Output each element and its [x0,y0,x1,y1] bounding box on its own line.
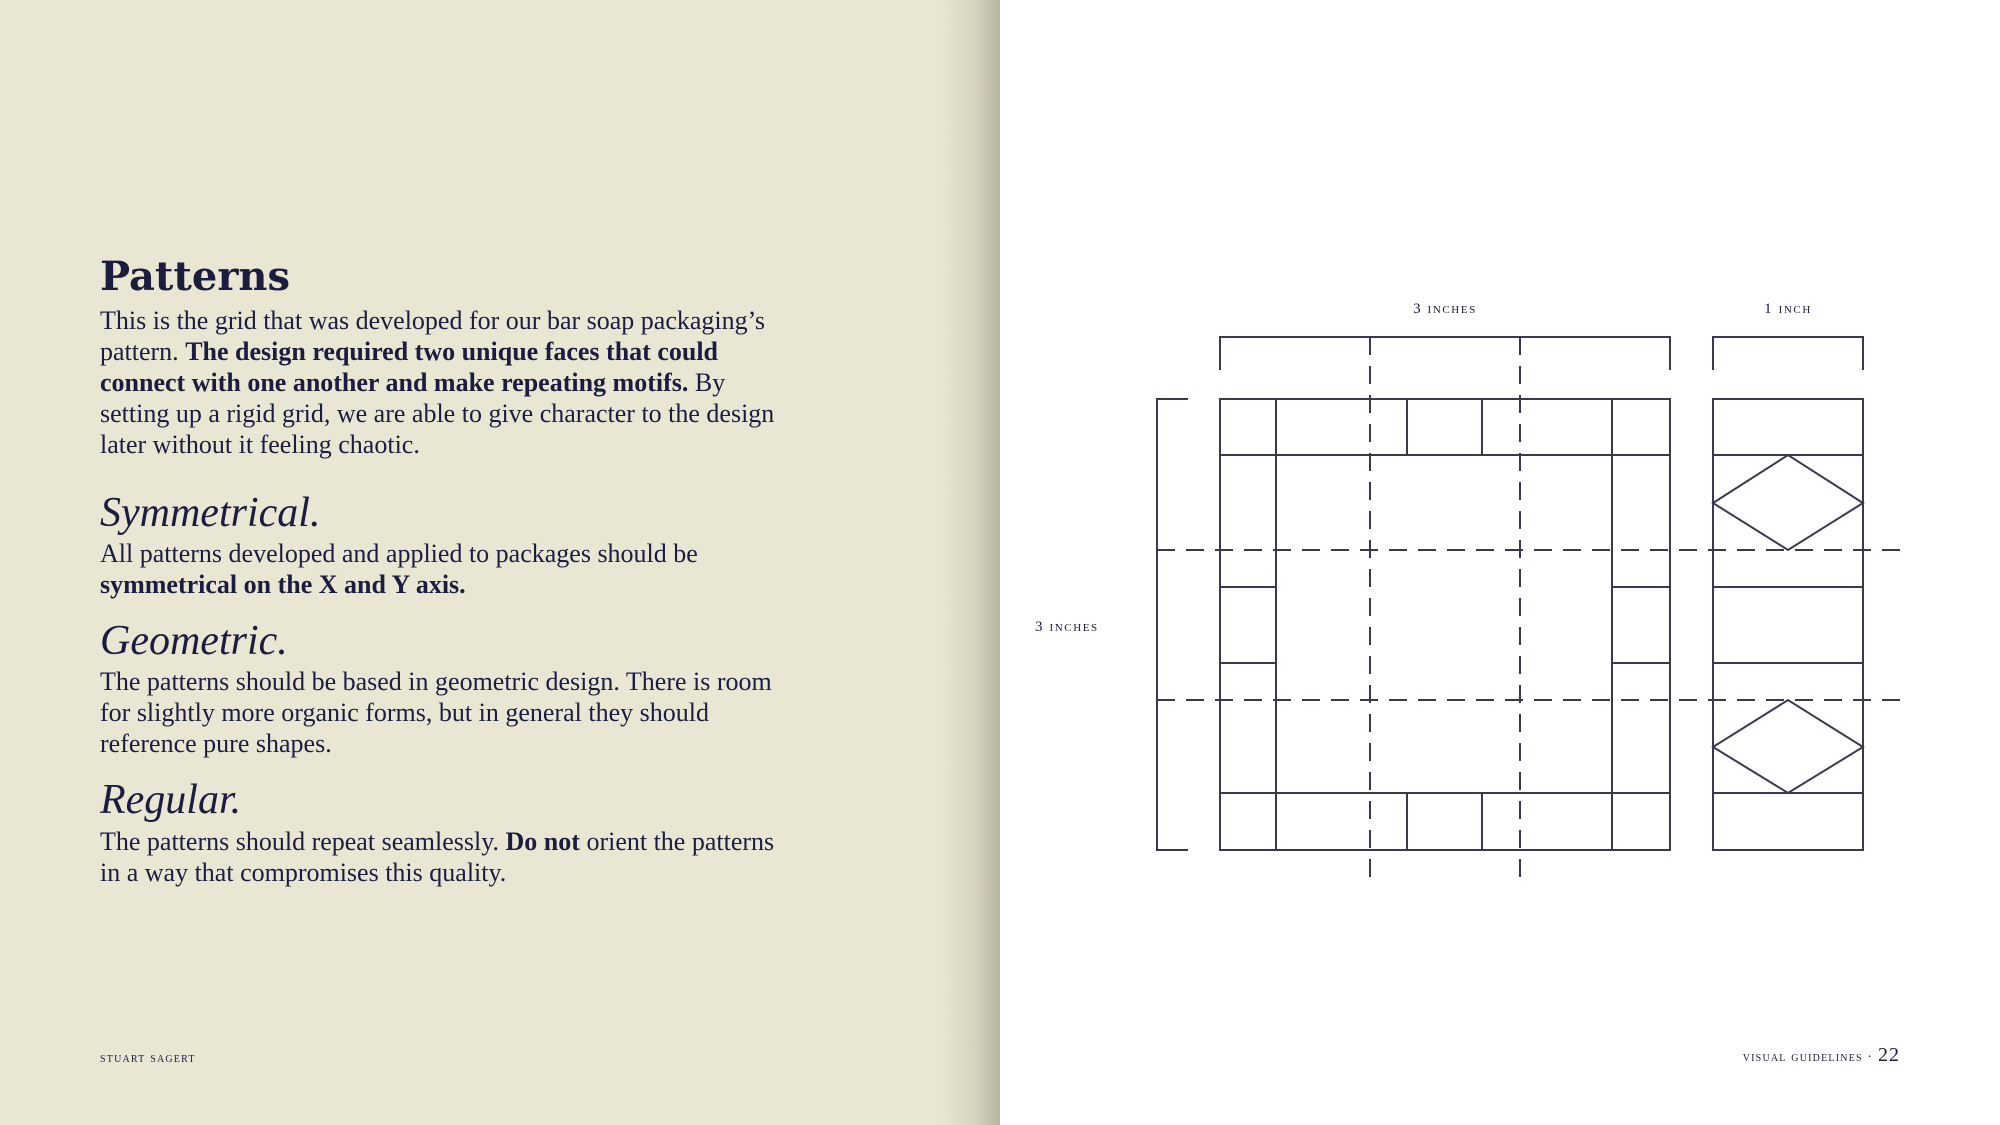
large-grid-panel [1220,399,1670,850]
intro-text-1: This is the grid that was developed for our bar soap packaging’s pattern. [100,306,765,366]
page-title: Patterns [100,253,290,300]
symmetrical-bold-text: symmetrical on the X and Y axis. [100,570,466,600]
small-grid-panel [1713,399,1863,850]
label-left: 3 inches [1035,619,1099,635]
page-footer [1743,1044,1900,1067]
dashed-guides [1157,337,1900,882]
large-panel-outline [1220,399,1670,850]
symmetrical-heading: Symmetrical. [100,490,321,536]
regular-heading: Regular. [100,777,242,824]
top-dimension-bracket-small [1713,337,1863,370]
symmetrical-paragraph [100,538,790,600]
author-footer: stuart sagert [100,1051,196,1066]
page-gutter-shadow [940,0,1000,1125]
intro-bold-text: The design required two unique faces that could connect with one another and make repeating motifs. [100,337,719,397]
left-dimension-bracket [1157,399,1188,850]
geometric-heading: Geometric. [100,618,288,665]
regular-bold-text: Do not [505,826,580,856]
regular-text-2: orient the patterns in a way that compromises this quality. [100,826,775,887]
intro-paragraph [100,305,790,460]
label-top-large: 3 inches [1413,301,1477,317]
regular-paragraph [100,826,790,888]
label-top-small: 1 inch [1764,301,1812,317]
section-name: visual guidelines · [1742,1050,1878,1065]
diamond-motif-bottom [1713,700,1863,793]
small-panel-outline [1713,399,1863,850]
diamond-motif-top [1713,455,1863,550]
regular-text-1: The patterns should repeat seamlessly. [100,826,506,856]
intro-text-2: By setting up a rigid grid, we are able to give character to the design later without it feeling chaotic. [100,368,775,459]
geometric-paragraph: The patterns should be based in geometric design. There is room for slightly more organic forms, but in general they should reference pure shapes. [100,667,772,759]
page-number: 22 [1878,1044,1900,1066]
right-page [1000,0,2000,1125]
pattern-grid-diagram [1000,0,2000,1125]
top-dimension-bracket-large [1220,337,1670,370]
text-column [100,255,790,888]
symmetrical-text: All patterns developed and applied to packages should be [100,539,698,569]
